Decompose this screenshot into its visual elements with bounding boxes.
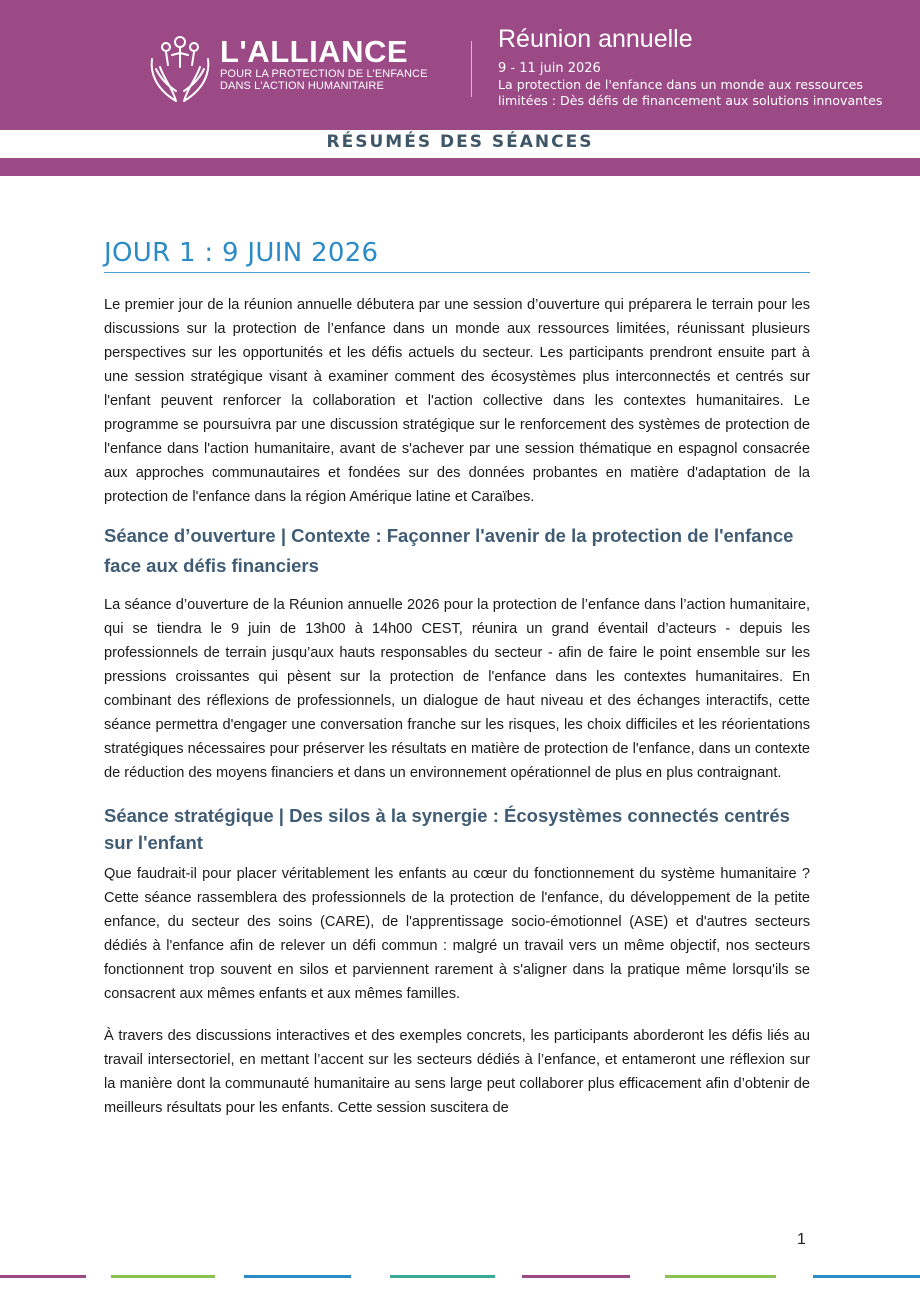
brand-block: [220, 36, 428, 92]
section-heading-strategic: Séance stratégique | Des silos à la synergie : Écosystèmes connectés centrés sur l'enfant: [104, 805, 790, 853]
intro-paragraph: Le premier jour de la réunion annuelle débutera par une session d’ouverture qui préparera le terrain pour les discussions sur la protection de l’enfance dans un monde aux ressources limitées, réunissant plusieurs perspectives sur les opportunités et les défis actuels du secteur. Les participants prendront ensuite part à une session stratégique visant à examiner comment des écosystèmes plus interconnectés et centrés sur l'enfant peuvent renforcer la collaboration et l'action collective dans les contextes humanitaires. Le programme se poursuivra par une discussion stratégique sur le renforcement des systèmes de protection de l'enfance dans l'action humanitaire, avant de s'achever par une session thématique en espagnol consacrée aux approches communautaires et fondées sur des données probantes en matière d'adaptation de la protection de l'enfance dans la région Amérique latine et Caraïbes.: [104, 297, 810, 505]
footer-line: [665, 1275, 776, 1278]
brand-name: L'ALLIANCE: [220, 34, 409, 69]
brand-tagline-1: POUR LA PROTECTION DE L'ENFANCE: [220, 68, 428, 80]
day-title: JOUR 1 : 9 JUIN 2026: [104, 238, 810, 273]
section-paragraph-strategic-1: Que faudrait-il pour placer véritablement les enfants au cœur du fonctionnement du système humanitaire ? Cette séance rassemblera des professionnels de la protection de l'enfance, du développement de la petite enfance, du secteur des soins (CARE), de l'apprentissage socio-émotionnel (ASE) et d'autres secteurs dédiés à l'enfance afin de relever un défi commun : malgré un travail vers un même objectif, nos secteurs fonctionnent trop souvent en silos et parviennent rarement à s'aligner dans la pratique même lorsqu'ils se consacrent aux mêmes enfants et aux mêmes familles.: [104, 866, 810, 1002]
meeting-dates: 9 - 11 juin 2026: [498, 61, 601, 76]
header-divider: [471, 41, 472, 97]
footer-line: [244, 1275, 351, 1278]
footer-line: [111, 1275, 215, 1278]
footer-line: [813, 1275, 920, 1278]
purple-strip: [0, 158, 920, 176]
meeting-subtitle-2: limitées : Dès défis de financement aux solutions innovantes: [498, 93, 883, 108]
document-body: [104, 238, 810, 1120]
footer-line: [0, 1275, 86, 1278]
meeting-info: [498, 24, 882, 109]
section-heading-opening: Séance d’ouverture | Contexte : Façonner l'avenir de la protection de l'enfance face aux défis financiers: [104, 525, 794, 576]
footer-line: [390, 1275, 495, 1278]
section-paragraph-opening: La séance d’ouverture de la Réunion annuelle 2026 pour la protection de l’enfance dans l’action humanitaire, qui se tiendra le 9 juin de 13h00 à 14h00 CEST, réunira un grand éventail d’acteurs - depuis les professionnels de terrain jusqu’aux hauts responsables du secteur - afin de faire le point ensemble sur les pressions croissantes qui pèsent sur la protection de l'enfance dans les contextes humanitaires. En combinant des réflexions de professionnels, un dialogue de haut niveau et des échanges interactifs, cette séance permettra d'engager une conversation franche sur les risques, les choix difficiles et les réorientations stratégiques nécessaires pour préserver les résultats en matière de protection de l'enfance, dans un contexte de réduction des moyens financiers et dans un environnement opérationnel de plus en plus contraignant.: [104, 597, 810, 781]
page-number: 1: [797, 1231, 806, 1248]
header-band: [0, 0, 920, 130]
brand-tagline-2: DANS L'ACTION HUMANITAIRE: [220, 80, 384, 92]
meeting-subtitle-1: La protection de l'enfance dans un monde aux ressources: [498, 77, 863, 92]
meeting-title: Réunion annuelle: [498, 25, 693, 53]
band-title: RÉSUMÉS DES SÉANCES: [326, 132, 594, 152]
hands-children-logo-icon: [146, 33, 214, 105]
footer-line: [522, 1275, 630, 1278]
section-paragraph-strategic-2: À travers des discussions interactives et des exemples concrets, les participants aborderont les défis liés au travail intersectoriel, en mettant l’accent sur les secteurs dédiés à l’enfance, et entameront une réflexion sur la manière dont la communauté humanitaire au sens large peut collaborer plus efficacement afin d’obtenir de meilleurs résultats pour les enfants. Cette session suscitera de: [104, 1028, 810, 1116]
